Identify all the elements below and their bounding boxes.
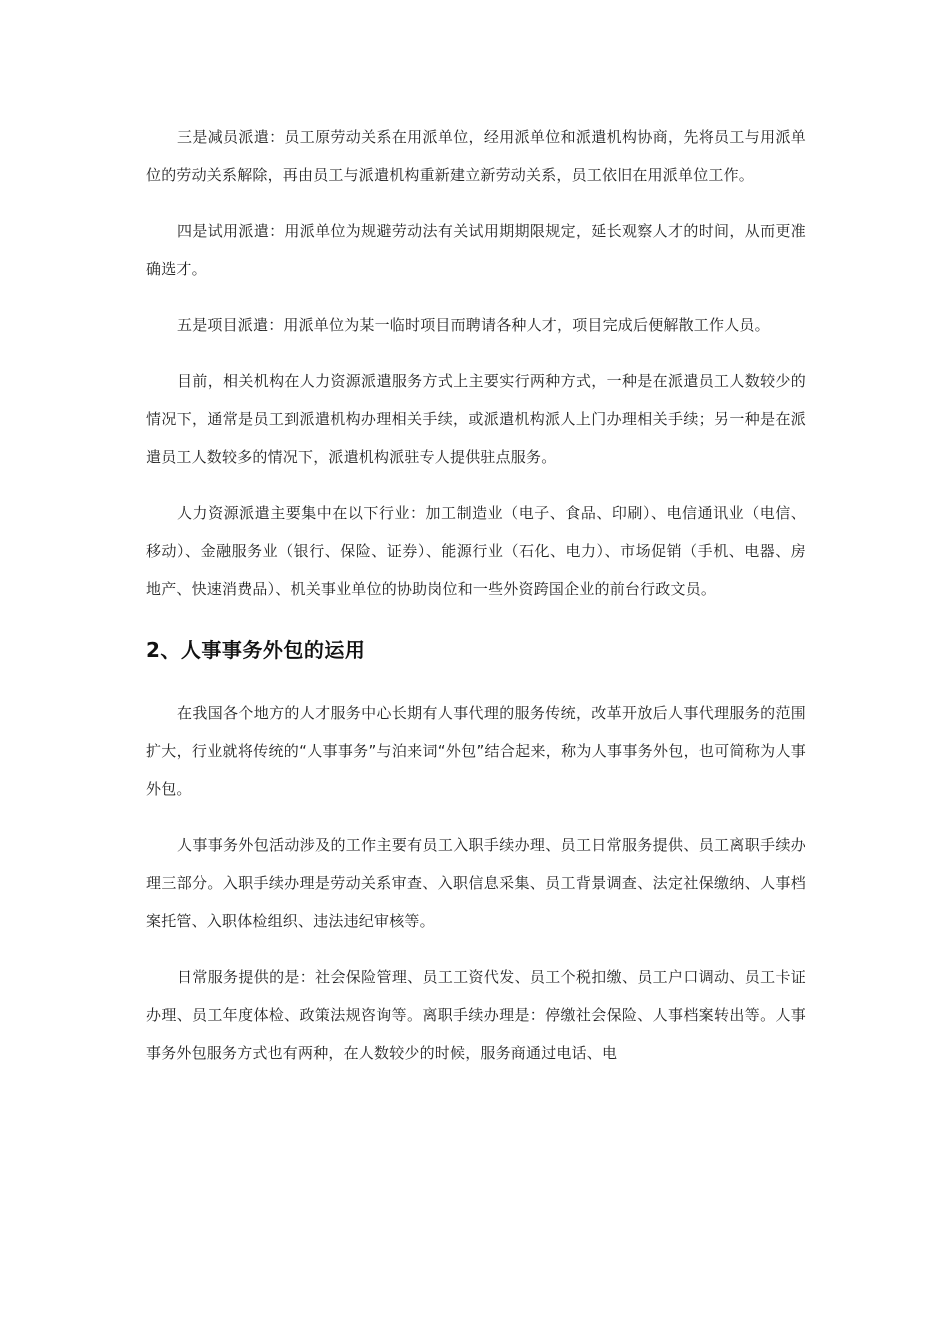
paragraph-hr-outsourcing-origin: 在我国各个地方的人才服务中心长期有人事代理的服务传统，改革开放后人事代理服务的范围扩大，行业就将传统的“人事事务”与泊来词“外包”结合起来，称为人事事务外包，也可简称为人事外包。 — [146, 704, 806, 798]
paragraph-reduction-dispatch: 三是减员派遣：员工原劳动关系在用派单位，经用派单位和派遣机构协商，先将员工与用派单位的劳动关系解除，再由员工与派遣机构重新建立新劳动关系，员工依旧在用派单位工作。 — [146, 128, 806, 184]
paragraph-daily-services: 日常服务提供的是：社会保险管理、员工工资代发、员工个税扣缴、员工户口调动、员工卡证办理、员工年度体检、政策法规咨询等。离职手续办理是：停缴社会保险、人事档案转出等。人事事务外包服务方式也有两种，在人数较少的时候，服务商通过电话、电 — [146, 968, 806, 1062]
paragraph-hr-outsourcing-scope: 人事事务外包活动涉及的工作主要有员工入职手续办理、员工日常服务提供、员工离职手续办理三部分。入职手续办理是劳动关系审查、入职信息采集、员工背景调查、法定社保缴纳、人事档案托管、入职体检组织、违法违纪审核等。 — [146, 836, 806, 930]
paragraph-service-methods: 目前，相关机构在人力资源派遣服务方式上主要实行两种方式，一种是在派遣员工人数较少的情况下，通常是员工到派遣机构办理相关手续，或派遣机构派人上门办理相关手续；另一种是在派遣员工人数较多的情况下，派遣机构派驻专人提供驻点服务。 — [146, 372, 806, 466]
paragraph-trial-dispatch: 四是试用派遣：用派单位为规避劳动法有关试用期期限规定，延长观察人才的时间，从而更准确选才。 — [146, 222, 806, 278]
paragraph-project-dispatch: 五是项目派遣：用派单位为某一临时项目而聘请各种人才，项目完成后便解散工作人员。 — [177, 316, 770, 334]
paragraph-industries: 人力资源派遣主要集中在以下行业：加工制造业（电子、食品、印刷）、电信通讯业（电信、移动）、金融服务业（银行、保险、证券）、能源行业（石化、电力）、市场促销（手机、电器、房地产、快速消费品）、机关事业单位的协助岗位和一些外资跨国企业的前台行政文员。 — [146, 504, 806, 598]
document-page — [146, 118, 806, 1090]
section-heading: 2、人事事务外包的运用 — [146, 638, 366, 662]
